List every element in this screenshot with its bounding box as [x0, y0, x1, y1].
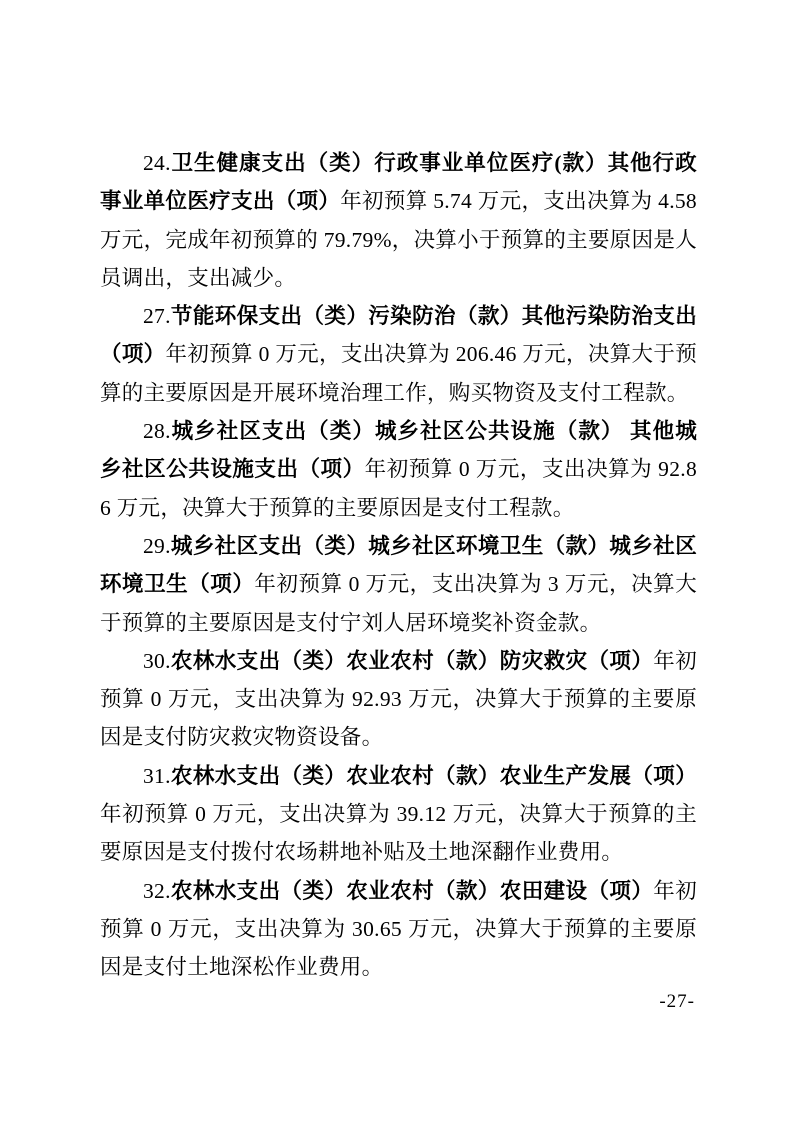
- paragraph-29: [100, 527, 697, 642]
- paragraph-text: 年初预算 0 万元，支出决算为 3 万元，决算大于预算的主要原因是支付宁刘人居环境奖补资金款。: [100, 572, 697, 635]
- document-body: [100, 144, 697, 987]
- paragraph-number: 27.: [143, 304, 171, 329]
- page-number: -27-: [659, 991, 695, 1012]
- paragraph-heading: 农林水支出（类）农业农村（款）农田建设（项）: [170, 878, 654, 903]
- paragraph-heading: 卫生健康支出（类）行政事业单位医疗(款）其他行政事业单位医疗支出（项）: [100, 151, 697, 214]
- paragraph-number: 28.: [143, 419, 171, 444]
- paragraph-30: [100, 642, 697, 757]
- paragraph-27: [100, 297, 697, 412]
- paragraph-heading: 农林水支出（类）农业农村（款）防灾救灾（项）: [170, 648, 654, 673]
- paragraph-heading: 节能环保支出（类）污染防治（款）其他污染防治支出（项）: [100, 304, 697, 367]
- paragraph-heading: 城乡社区支出（类）城乡社区公共设施（款） 其他城乡社区公共设施支出（项）: [100, 419, 697, 482]
- paragraph-text: 年初预算 0 万元，支出决算为 39.12 万元，决算大于预算的主要原因是支付拨付农场耕地补贴及土地深翻作业费用。: [100, 802, 697, 865]
- paragraph-number: 30.: [143, 648, 171, 673]
- paragraph-text: 年初预算 0 万元，支出决算为 30.65 万元，决算大于预算的主要原因是支付土地深松作业费用。: [100, 878, 697, 980]
- paragraph-heading: 城乡社区支出（类）城乡社区环境卫生（款）城乡社区环境卫生（项）: [100, 533, 697, 597]
- paragraph-28: [100, 412, 697, 527]
- paragraph-number: 32.: [143, 878, 171, 903]
- paragraph-24: [100, 144, 697, 297]
- paragraph-text: 年初预算 5.74 万元，支出决算为 4.58 万元，完成年初预算的 79.79%，决算小于预算的主要原因是人员调出，支出减少。: [100, 189, 697, 290]
- paragraph-32: [100, 872, 697, 987]
- paragraph-number: 29.: [143, 533, 171, 558]
- paragraph-number: 24.: [143, 151, 171, 175]
- paragraph-text: 年初预算 0 万元，支出决算为 92.86 万元，决算大于预算的主要原因是支付工程款。: [100, 457, 697, 520]
- paragraph-text: 年初预算 0 万元，支出决算为 92.93 万元，决算大于预算的主要原因是支付防灾救灾物资设备。: [100, 648, 697, 750]
- paragraph-31: [100, 757, 697, 872]
- paragraph-heading: 农林水支出（类）农业农村（款）农业生产发展（项）: [170, 763, 697, 788]
- paragraph-text: 年初预算 0 万元，支出决算为 206.46 万元，决算大于预算的主要原因是开展环境治理工作，购买物资及支付工程款。: [100, 342, 697, 405]
- paragraph-number: 31.: [143, 763, 171, 788]
